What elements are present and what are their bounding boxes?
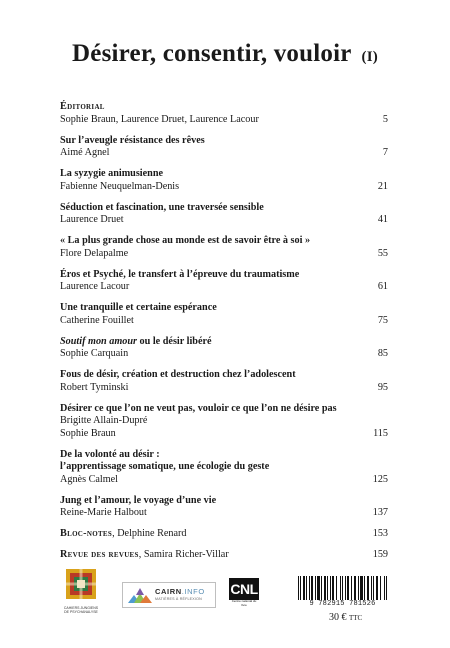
cairn-stones-icon [128, 587, 152, 603]
title-text: Désirer, consentir, vouloir [72, 40, 352, 67]
toc-title: Séduction et fascination, une traversée sensible [60, 201, 264, 213]
page-title [0, 40, 450, 68]
toc-title: Fous de désir, création et destruction chez l’adolescent [60, 369, 296, 380]
toc-entry[interactable] [60, 449, 388, 487]
toc-title: « La plus grande chose au monde est de savoir être à soi » [60, 235, 311, 246]
toc-entry[interactable] [60, 135, 388, 160]
toc-author: Catherine Fouillet [60, 314, 134, 326]
toc-author: Fabienne Neuquelman-Denis [60, 180, 180, 192]
toc-title: Éros et Psyché, le transfert à l’épreuve du traumatisme [60, 268, 300, 280]
publisher-logo [62, 568, 100, 614]
toc-entry[interactable] [60, 528, 388, 541]
toc-title-italic: Soutif mon amour [60, 335, 137, 347]
toc-author: Robert Tyminski [60, 381, 129, 393]
toc-page: 61 [377, 281, 388, 292]
toc-title: Jung et l’amour, le voyage d’une vie [60, 494, 217, 506]
toc-author: Sophie Braun, Laurence Druet, Laurence Lacour [60, 113, 259, 125]
toc-author: Aimé Agnel [60, 147, 110, 158]
toc-author: Sophie Carquain [60, 348, 129, 359]
toc-title: Revue des revues [60, 549, 139, 560]
toc-page: 75 [377, 314, 388, 326]
toc-entry[interactable] [60, 168, 388, 193]
toc-title: La syzygie animusienne [60, 168, 164, 179]
toc-page: 115 [373, 427, 388, 439]
toc-page: 21 [377, 180, 388, 192]
toc-page: 41 [377, 214, 388, 225]
toc-title-rest: ou le désir libéré [137, 335, 212, 347]
toc-title: Une tranquille et certaine espérance [60, 302, 217, 313]
price-amount: 30 € [329, 612, 347, 623]
price-suffix: ttc [349, 612, 363, 623]
cnl-logo-sub: Centre national du livre [231, 599, 257, 607]
toc-entry[interactable] [60, 269, 388, 294]
toc-entry[interactable] [60, 403, 388, 441]
mandala-icon [65, 568, 97, 600]
toc-entry[interactable] [60, 369, 388, 394]
toc-author: Brigitte Allain-Dupré [60, 415, 148, 426]
toc-title: Bloc-notes [60, 528, 113, 539]
toc-author: Reine-Marie Halbout [60, 507, 147, 518]
toc-page: 125 [372, 473, 388, 485]
toc-author: Laurence Lacour [60, 281, 130, 292]
toc-entry[interactable] [60, 495, 388, 520]
cairn-tagline: MATIÈRES À RÉFLEXION [155, 597, 202, 601]
toc-entry[interactable] [60, 202, 388, 227]
toc-page: 159 [372, 549, 388, 560]
toc-entry[interactable] [60, 336, 388, 361]
volume-number: (I) [361, 49, 378, 65]
cnl-logo [229, 578, 259, 608]
publisher-logo-text: CAHIERS JUNGIENS DE PSYCHANALYSE [63, 606, 99, 614]
toc-page: 137 [372, 507, 388, 518]
toc-author: Laurence Druet [60, 214, 124, 225]
toc-entry[interactable] [60, 235, 388, 260]
toc-separator: , [138, 549, 144, 560]
toc-title: Éditorial [60, 101, 105, 112]
toc-author: Delphine Renard [117, 528, 187, 539]
toc-title [60, 336, 388, 349]
toc-title: De la volonté au désir : [60, 448, 160, 460]
toc-entry[interactable] [60, 101, 388, 126]
toc-entry[interactable] [60, 302, 388, 327]
toc-page: 7 [382, 147, 388, 158]
toc-title: Désirer ce que l’on ne veut pas, vouloir ce que l’on ne désire pas [60, 402, 337, 414]
cairn-logo [122, 582, 216, 608]
toc-page: 95 [377, 381, 388, 393]
toc-author: Samira Richer-Villar [143, 549, 229, 560]
toc-entry[interactable] [60, 549, 388, 562]
toc-separator: , [112, 528, 118, 539]
isbn-barcode [296, 576, 389, 608]
cairn-name: CAIRN.INFO [155, 587, 205, 596]
toc-title: Sur l’aveugle résistance des rêves [60, 134, 205, 146]
footer-logos [0, 568, 450, 648]
toc-page: 153 [372, 528, 388, 539]
isbn-digits: 9 782915 781526 [296, 600, 389, 608]
toc-author: Agnès Calmel [60, 473, 119, 485]
toc-author: Sophie Braun [60, 427, 116, 439]
toc-page: 5 [382, 113, 388, 125]
cnl-logo-mark: CNL [229, 578, 259, 600]
toc-title-line2: l’apprentissage somatique, une écologie du geste [60, 461, 270, 472]
toc-page: 85 [377, 348, 388, 359]
toc-page: 55 [377, 247, 388, 259]
table-of-contents [60, 101, 388, 570]
toc-author: Flore Delapalme [60, 247, 129, 259]
price [329, 612, 362, 623]
